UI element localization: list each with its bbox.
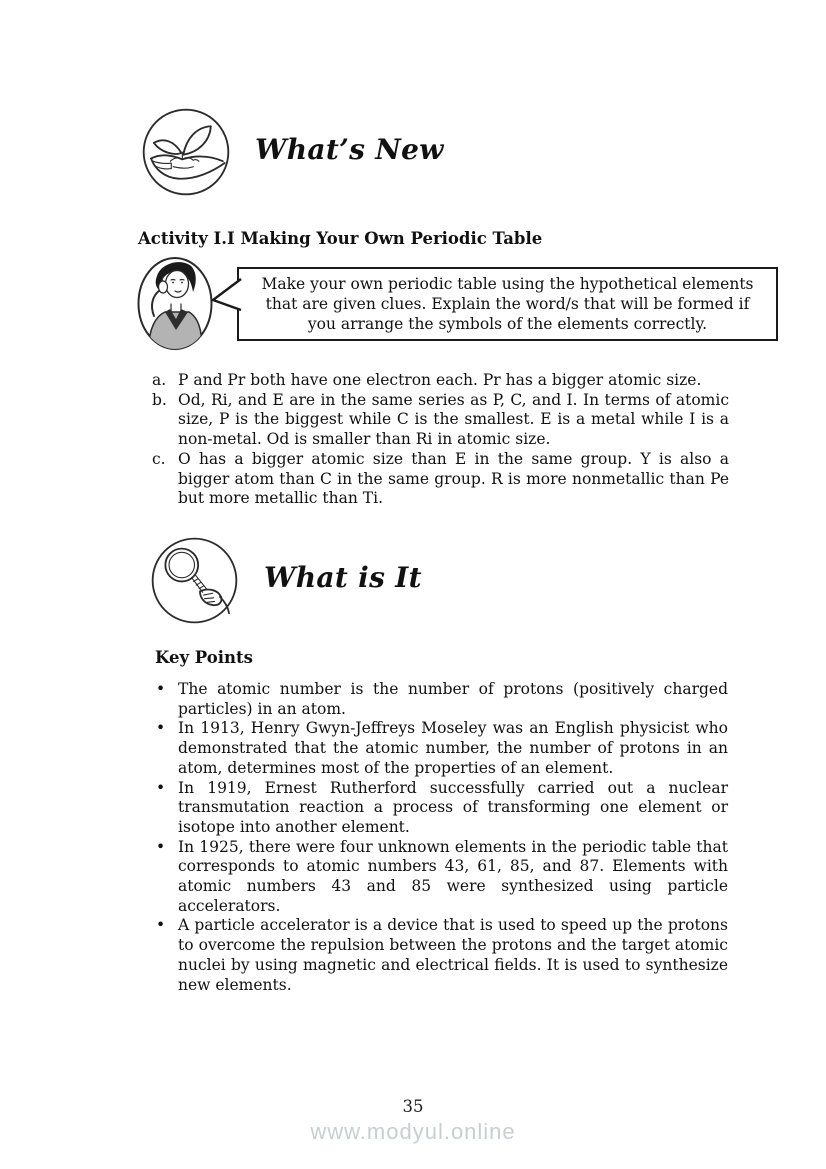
magnifier-hand-icon — [149, 535, 240, 626]
key-points-list — [155, 680, 728, 995]
bullet-icon: • — [156, 680, 166, 698]
speech-bubble-text: Make your own periodic table using the hypothetical elements that are given clues. Explain the word/s that will be formed if you arrange the symbols of the elements correctly. — [261, 275, 754, 333]
list-item — [155, 779, 728, 838]
list-item — [155, 916, 728, 995]
key-points-heading: Key Points — [155, 648, 253, 667]
hand-plant-icon — [140, 106, 232, 198]
page-number: 35 — [402, 1097, 424, 1116]
list-item — [152, 450, 729, 509]
key-point-text: A particle accelerator is a device that is used to speed up the protons to overcome the repulsion between the protons and the target atomic nuclei by using magnetic and electrical fields. It is used to synthesize new elements. — [178, 916, 728, 994]
what-is-it-title: What is It — [264, 561, 422, 594]
clue-label: c. — [152, 449, 166, 468]
bullet-icon: • — [156, 719, 166, 738]
watermark: www.modyul.online — [310, 1119, 516, 1144]
key-point-text: In 1913, Henry Gwyn-Jeffreys Moseley was an English physicist who demonstrated that the atomic number, the number of protons in an atom, determines most of the properties of an element. — [178, 719, 728, 777]
key-point-text: The atomic number is the number of protons (positively charged particles) in an atom. — [178, 680, 728, 718]
list-item — [152, 391, 729, 450]
thinking-person-icon — [136, 256, 214, 351]
speech-bubble — [237, 267, 778, 341]
key-point-text: In 1919, Ernest Rutherford successfully carried out a nuclear transmutation reaction a process of transforming one element or isotope into another element. — [178, 778, 728, 836]
list-item — [155, 719, 728, 778]
clue-label: b. — [152, 390, 167, 409]
clue-list — [152, 371, 729, 509]
clue-text: O has a bigger atomic size than E in the same group. Y is also a bigger atom than C in the same group. R is more nonmetallic than Pe but more metallic than Ti. — [178, 449, 729, 508]
key-point-text: In 1925, there were four unknown elements in the periodic table that corresponds to atomic numbers 43, 61, 85, and 87. Elements with atomic numbers 43 and 85 were synthesized using particle accelerators. — [178, 837, 728, 915]
clue-text: P and Pr both have one electron each. Pr has a bigger atomic size. — [178, 371, 702, 389]
activity-heading: Activity I.I Making Your Own Periodic Table — [138, 229, 543, 248]
bullet-icon: • — [156, 837, 166, 856]
list-item — [155, 838, 728, 917]
bullet-icon: • — [156, 778, 166, 797]
clue-label: a. — [152, 371, 167, 389]
list-item — [152, 371, 729, 391]
list-item — [155, 680, 728, 719]
bullet-icon: • — [156, 916, 166, 935]
clue-text: Od, Ri, and E are in the same series as P, C, and I. In terms of atomic size, P is the biggest while C is the smallest. E is a metal while I is a non-metal. Od is smaller than Ri in atomic size. — [178, 390, 729, 449]
whats-new-title: What’s New — [255, 133, 444, 166]
speech-bubble-pointer-icon — [210, 276, 241, 318]
